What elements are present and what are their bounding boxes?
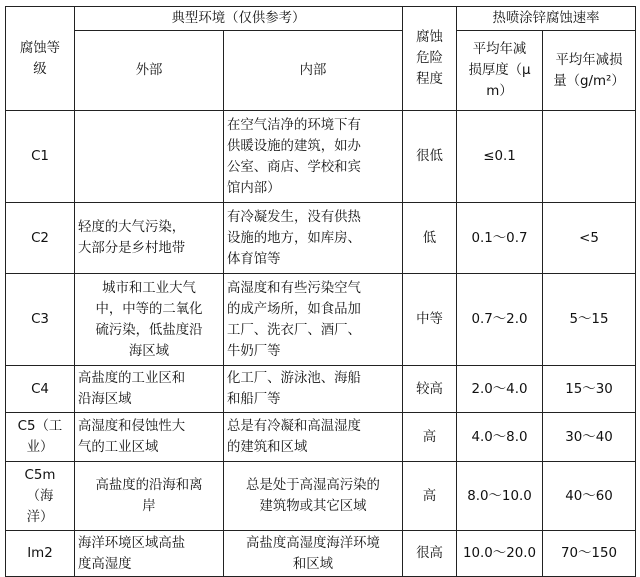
cell-grade: C4 xyxy=(6,366,75,413)
cell-thickness: 4.0～8.0 xyxy=(457,413,543,462)
cell-grade: C5m （海 洋） xyxy=(6,462,75,531)
header-mass: 平均年减损 量（g/m²） xyxy=(543,31,636,111)
cell-mass: 15～30 xyxy=(543,366,636,413)
cell-mass: 70～150 xyxy=(543,531,636,577)
header-risk: 腐蚀 危险 程度 xyxy=(403,7,457,111)
cell-inside: 总是有冷凝和高温湿度 的建筑和区域 xyxy=(224,413,403,462)
table-row xyxy=(6,274,636,366)
cell-risk: 较高 xyxy=(403,366,457,413)
table-row xyxy=(6,413,636,462)
cell-risk: 高 xyxy=(403,413,457,462)
cell-outside: 高盐度的沿海和离 岸 xyxy=(75,462,224,531)
cell-outside: 高盐度的工业区和 沿海区域 xyxy=(75,366,224,413)
cell-inside: 高盐度高湿度海洋环境 和区域 xyxy=(224,531,403,577)
header-row-1 xyxy=(6,7,636,31)
cell-grade: C3 xyxy=(6,274,75,366)
header-outside: 外部 xyxy=(75,31,224,111)
cell-outside xyxy=(75,111,224,203)
cell-thickness: 10.0～20.0 xyxy=(457,531,543,577)
cell-risk: 很低 xyxy=(403,111,457,203)
cell-grade: Im2 xyxy=(6,531,75,577)
header-row-2 xyxy=(6,31,636,111)
cell-risk: 很高 xyxy=(403,531,457,577)
cell-mass xyxy=(543,111,636,203)
cell-outside: 轻度的大气污染， 大部分是乡村地带 xyxy=(75,203,224,274)
cell-risk: 高 xyxy=(403,462,457,531)
cell-mass: 5～15 xyxy=(543,274,636,366)
cell-thickness: 0.7～2.0 xyxy=(457,274,543,366)
table-row xyxy=(6,111,636,203)
header-thickness: 平均年减 损厚度（μ m） xyxy=(457,31,543,111)
cell-outside: 高湿度和侵蚀性大 气的工业区域 xyxy=(75,413,224,462)
header-grade: 腐蚀等 级 xyxy=(6,7,75,111)
cell-risk: 中等 xyxy=(403,274,457,366)
cell-risk: 低 xyxy=(403,203,457,274)
cell-outside: 海洋环境区域高盐 度高湿度 xyxy=(75,531,224,577)
cell-thickness: ≤0.1 xyxy=(457,111,543,203)
table-row xyxy=(6,462,636,531)
cell-grade: C1 xyxy=(6,111,75,203)
cell-mass: 40～60 xyxy=(543,462,636,531)
cell-inside: 有冷凝发生，没有供热 设施的地方，如库房、 体育馆等 xyxy=(224,203,403,274)
table-row xyxy=(6,531,636,577)
cell-mass: 30～40 xyxy=(543,413,636,462)
cell-grade: C2 xyxy=(6,203,75,274)
header-rate-group: 热喷涂锌腐蚀速率 xyxy=(457,7,636,31)
cell-mass: <5 xyxy=(543,203,636,274)
header-env-group: 典型环境（仅供参考） xyxy=(75,7,403,31)
table-row xyxy=(6,366,636,413)
cell-thickness: 2.0～4.0 xyxy=(457,366,543,413)
cell-thickness: 0.1～0.7 xyxy=(457,203,543,274)
cell-inside: 化工厂、游泳池、海船 和船厂等 xyxy=(224,366,403,413)
cell-inside: 在空气洁净的环境下有 供暖设施的建筑，如办 公室、商店、学校和宾 馆内部） xyxy=(224,111,403,203)
corrosion-table xyxy=(5,6,636,577)
header-inside: 内部 xyxy=(224,31,403,111)
cell-outside: 城市和工业大气 中，中等的二氧化 硫污染，低盐度沿 海区域 xyxy=(75,274,224,366)
cell-grade: C5（工 业） xyxy=(6,413,75,462)
cell-inside: 总是处于高湿高污染的 建筑物或其它区域 xyxy=(224,462,403,531)
table-row xyxy=(6,203,636,274)
cell-thickness: 8.0～10.0 xyxy=(457,462,543,531)
cell-inside: 高湿度和有些污染空气 的成产场所，如食品加 工厂、洗衣厂、酒厂、 牛奶厂等 xyxy=(224,274,403,366)
